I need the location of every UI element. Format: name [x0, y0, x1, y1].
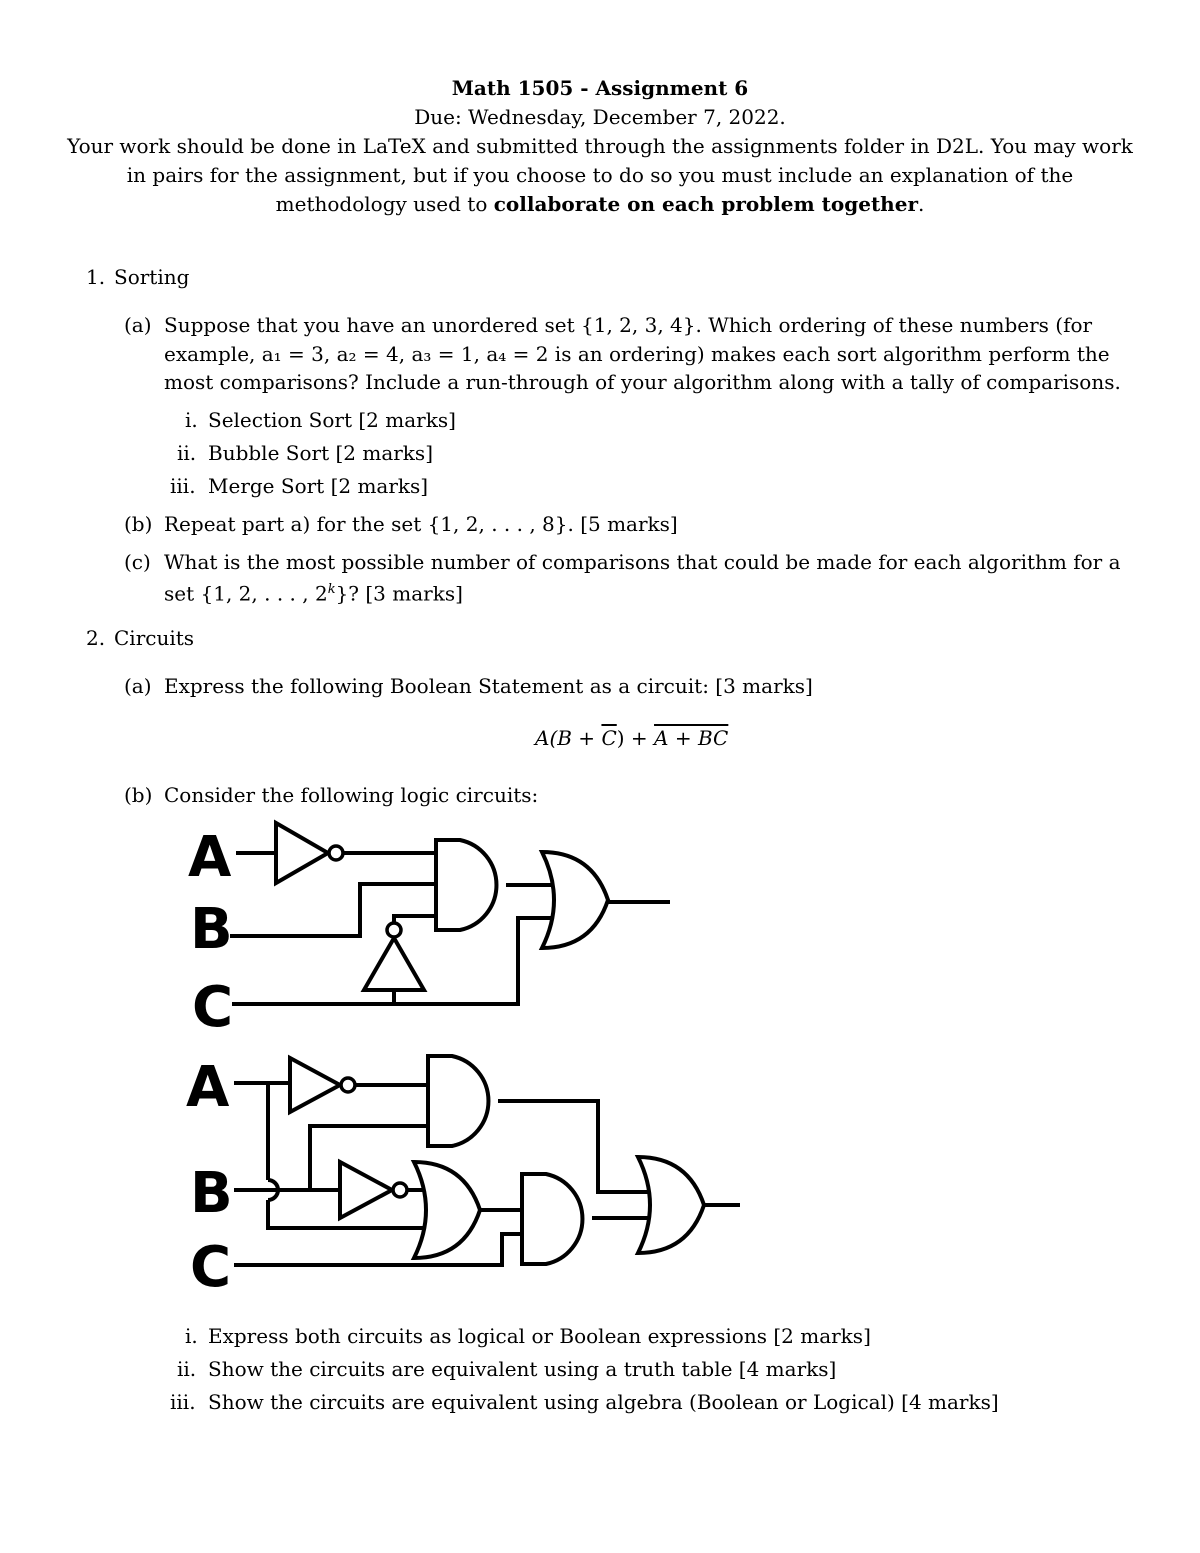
q1a-item-num: i.: [185, 408, 198, 432]
inverter-bubble: [393, 1183, 407, 1197]
intro-bold-text: collaborate on each problem together: [493, 192, 918, 216]
q2a-label: (a): [124, 674, 152, 698]
circuit-2: [186, 1055, 740, 1300]
not-gate: [364, 938, 424, 990]
wire: [230, 884, 436, 936]
expr-a: A: [535, 726, 550, 750]
q2b-item-num: i.: [185, 1324, 198, 1348]
q2b-item-num: iii.: [170, 1390, 196, 1414]
expr-negated-term: A + BC: [654, 726, 729, 750]
intro-text: Your work should be done in LaTeX and submitted through the assignments folder in D2L. You may work in pairs for the assignment, but if you choose to do so you must include an explanation of the methodology used to: [67, 134, 1133, 216]
inverter-bubble: [387, 923, 401, 937]
not-gate: [276, 823, 328, 883]
and-gate: [428, 1056, 488, 1146]
not-gate: [290, 1058, 340, 1112]
q1c-label: (c): [124, 550, 151, 574]
q1c-line1: What is the most possible number of comparisons that could be made for each algorithm for a: [164, 550, 1121, 574]
inverter-bubble: [341, 1078, 355, 1092]
and-gate: [522, 1174, 582, 1264]
or-gate: [414, 1162, 480, 1258]
q2b-item-text: Show the circuits are equivalent using a truth table [4 marks]: [208, 1357, 837, 1381]
q1a-line3: most comparisons? Include a run-through of your algorithm along with a tally of comparisons.: [164, 370, 1121, 394]
q1b-text: Repeat part a) for the set {1, 2, . . . , 8}. [5 marks]: [164, 512, 678, 536]
expr-open: (B +: [549, 726, 602, 750]
circuit1-label-a: A: [188, 825, 232, 890]
inverter-bubble: [329, 846, 343, 860]
circuit1-label-c: C: [192, 975, 234, 1040]
wire: [394, 916, 436, 923]
q2b-text: Consider the following logic circuits:: [164, 783, 539, 807]
title-text: Math 1505 - Assignment 6: [451, 76, 749, 100]
q1a-item-text: Bubble Sort [2 marks]: [208, 441, 433, 465]
circuit2-label-b: B: [190, 1161, 233, 1226]
or-gate: [542, 852, 608, 948]
q1c-line2-pre: set {1, 2, . . . , 2: [164, 581, 328, 606]
intro-end: .: [917, 192, 925, 216]
q1b-label: (b): [124, 512, 153, 536]
q2b-item-text: Show the circuits are equivalent using algebra (Boolean or Logical) [4 marks]: [208, 1390, 999, 1414]
q1a-line1: Suppose that you have an unordered set {1, 2, 3, 4}. Which ordering of these numbers (for: [164, 313, 1093, 337]
and-gate: [436, 840, 496, 930]
expr-c-bar: $\overline{C}$: [601, 726, 617, 750]
q1-number: 1.: [86, 265, 106, 289]
q1c-superscript: k: [327, 582, 336, 597]
q2a-text: Express the following Boolean Statement as a circuit: [3 marks]: [164, 674, 813, 698]
circuit2-label-c: C: [190, 1235, 232, 1300]
expr-close: ) +: [616, 726, 655, 750]
not-gate: [340, 1162, 392, 1218]
or-gate: [638, 1157, 704, 1253]
q2b-item-num: ii.: [177, 1357, 197, 1381]
q2-title: Circuits: [114, 626, 195, 650]
q1a-item-text: Selection Sort [2 marks]: [208, 408, 456, 432]
circuit2-label-a: A: [186, 1055, 230, 1120]
q1a-line2: example, a₁ = 3, a₂ = 4, a₃ = 1, a₄ = 2 is an ordering) makes each sort algorithm perform the: [164, 342, 1110, 366]
q1a-item-num: iii.: [170, 474, 196, 498]
circuit1-label-b: B: [190, 897, 233, 962]
q1a-label: (a): [124, 313, 152, 337]
circuit-1: [188, 823, 670, 1040]
q1c-line2-post: }? [3 marks]: [335, 581, 463, 606]
wire: [234, 1234, 522, 1265]
q2b-label: (b): [124, 783, 153, 807]
due-date: Due: Wednesday, December 7, 2022.: [414, 105, 786, 129]
q1a-item-num: ii.: [177, 441, 197, 465]
q2b-item-text: Express both circuits as logical or Boolean expressions [2 marks]: [208, 1324, 871, 1348]
q1a-item-text: Merge Sort [2 marks]: [208, 474, 429, 498]
q1-title: Sorting: [114, 265, 190, 289]
q2-number: 2.: [86, 626, 106, 650]
